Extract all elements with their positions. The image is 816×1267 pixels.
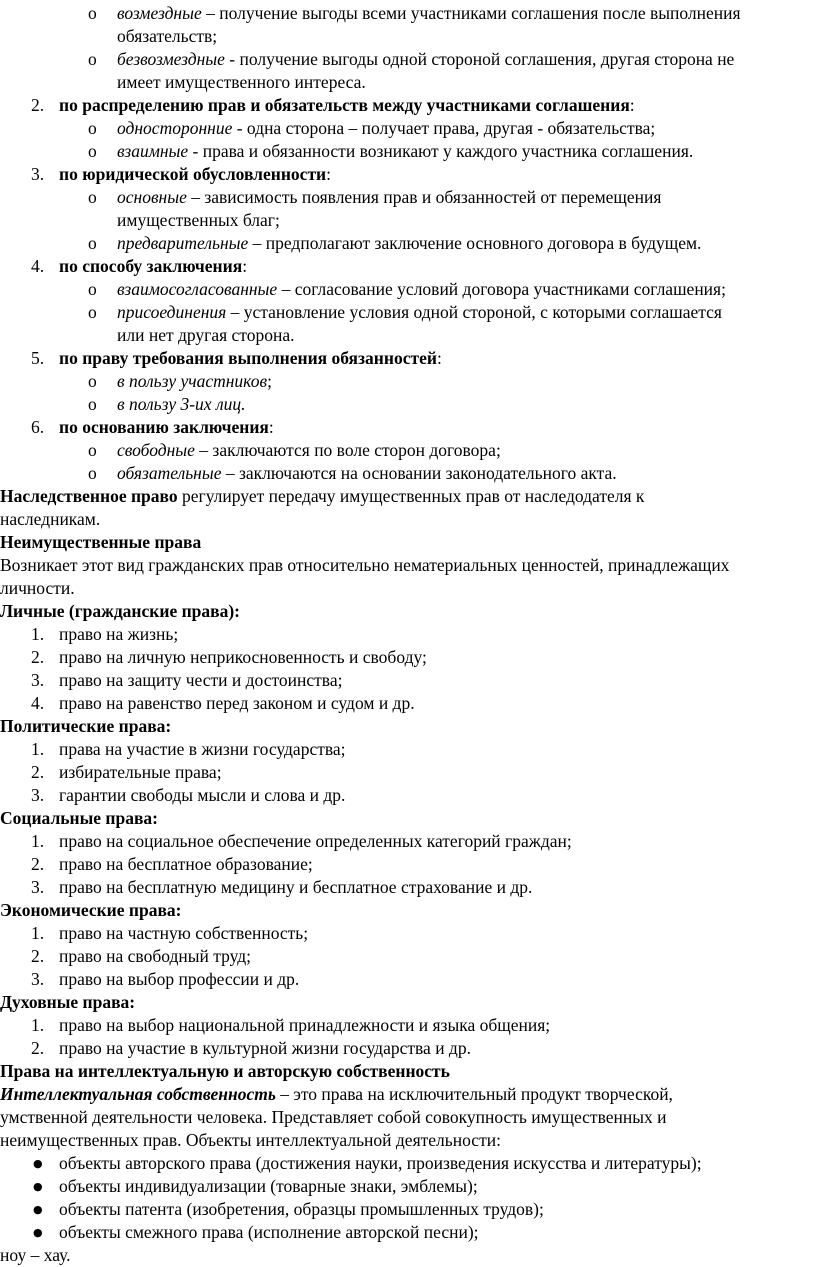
bold-term: Неимущественные права <box>0 532 202 552</box>
text-segment: право на бесплатную медицину и бесплатное страхование и др. <box>59 877 533 897</box>
paragraph-line <box>0 577 816 600</box>
bullet-list-item <box>0 1221 816 1244</box>
text-segment: - получение выгоды одной стороной соглашения, другая сторона не <box>224 49 735 69</box>
italic-term: основные <box>117 187 187 207</box>
bold-term: Права на интеллектуальную и авторскую собственность <box>0 1061 450 1081</box>
text-segment: регулирует передачу имущественных прав от наследодателя к <box>177 486 645 506</box>
text-segment: обязательств; <box>117 26 218 46</box>
paragraph-line <box>0 715 816 738</box>
numbered-list-item <box>0 416 816 439</box>
text-segment: – получение выгоды всеми участниками соглашения после выполнения <box>201 3 741 23</box>
text-segment: или нет другая сторона. <box>117 325 295 345</box>
numbered-list-item <box>0 945 816 968</box>
sub-list-item <box>0 232 816 255</box>
paragraph-line <box>0 1129 816 1152</box>
line-text <box>0 830 816 853</box>
circle-bullet-marker: o <box>88 463 97 483</box>
text-segment: неимущественных прав. Объекты интеллектуальной деятельности: <box>0 1130 501 1150</box>
numbered-list-item <box>0 255 816 278</box>
circle-bullet-marker: o <box>88 233 97 253</box>
line-text <box>0 1221 816 1244</box>
line-text <box>0 393 816 416</box>
sub-list-item <box>0 301 816 324</box>
bold-term: Социальные права: <box>0 808 159 828</box>
italic-term: взаимные <box>117 141 189 161</box>
line-text <box>0 761 816 784</box>
circle-bullet-marker: o <box>88 440 97 460</box>
text-segment: право на выбор национальной принадлежности и языка общения; <box>59 1015 551 1035</box>
line-text <box>0 462 816 485</box>
sub-list-item <box>0 140 816 163</box>
italic-term: предварительные <box>117 233 249 253</box>
line-text <box>0 94 816 117</box>
bold-term: по способу заключения <box>59 256 243 276</box>
line-text <box>0 577 816 600</box>
numbered-list-item <box>0 853 816 876</box>
line-text <box>0 669 816 692</box>
list-number: 6. <box>31 417 45 437</box>
line-text <box>0 439 816 462</box>
continuation-line <box>0 324 816 347</box>
text-segment: право на свободный труд; <box>59 946 252 966</box>
text-segment: избирательные права; <box>59 762 222 782</box>
sub-list-item <box>0 2 816 25</box>
text-segment: право на личную неприкосновенность и свободу; <box>59 647 427 667</box>
line-text <box>0 117 816 140</box>
sub-list-item <box>0 278 816 301</box>
line-text <box>0 508 816 531</box>
paragraph-line <box>0 1244 816 1267</box>
line-text <box>0 738 816 761</box>
text-segment: : <box>436 348 442 368</box>
line-text <box>0 692 816 715</box>
bold-term: Политические права: <box>0 716 172 736</box>
sub-list-item <box>0 462 816 485</box>
text-segment: Возникает этот вид гражданских прав относительно нематериальных ценностей, принадлежащих <box>0 555 730 575</box>
line-text <box>0 646 816 669</box>
paragraph-line <box>0 991 816 1014</box>
list-number: 4. <box>31 256 45 276</box>
italic-term: в пользу участников <box>117 371 268 391</box>
paragraph-line <box>0 508 816 531</box>
text-segment: : <box>242 256 248 276</box>
bullet-list-item <box>0 1198 816 1221</box>
text-segment: право на защиту чести и достоинства; <box>59 670 343 690</box>
line-text <box>0 1152 816 1175</box>
text-segment: объекты авторского права (достижения науки, произведения искусства и литературы); <box>59 1153 702 1173</box>
paragraph-line <box>0 600 816 623</box>
bold-term: Наследственное право <box>0 486 178 506</box>
circle-bullet-marker: o <box>88 371 97 391</box>
numbered-list-item <box>0 692 816 715</box>
line-text <box>0 715 816 738</box>
list-number: 2. <box>31 854 45 874</box>
line-text <box>0 807 816 830</box>
sub-list-item <box>0 393 816 416</box>
line-text <box>0 899 816 922</box>
line-text <box>0 278 816 301</box>
line-text <box>0 209 816 232</box>
continuation-line <box>0 209 816 232</box>
text-segment: – заключаются на основании законодательного акта. <box>221 463 617 483</box>
line-text <box>0 25 816 48</box>
text-segment: объекты патента (изобретения, образцы промышленных трудов); <box>59 1199 544 1219</box>
line-text <box>0 1014 816 1037</box>
line-text <box>0 71 816 94</box>
numbered-list-item <box>0 669 816 692</box>
line-text <box>0 968 816 991</box>
line-text <box>0 1198 816 1221</box>
italic-term: в пользу 3-их лиц. <box>117 394 246 414</box>
line-text <box>0 140 816 163</box>
bold-term: Интеллектуальная собственность <box>0 1084 276 1104</box>
line-text <box>0 163 816 186</box>
list-number: 3. <box>31 969 45 989</box>
sub-list-item <box>0 48 816 71</box>
list-number: 4. <box>31 693 45 713</box>
line-text <box>0 416 816 439</box>
line-text <box>0 186 816 209</box>
text-segment: – заключаются по воле сторон договора; <box>194 440 501 460</box>
bold-term: Личные (гражданские права): <box>0 601 241 621</box>
text-segment: право на частную собственность; <box>59 923 309 943</box>
numbered-list-item <box>0 922 816 945</box>
paragraph-line <box>0 807 816 830</box>
text-segment: объекты индивидуализации (товарные знаки, эмблемы); <box>59 1176 478 1196</box>
numbered-list-item <box>0 1014 816 1037</box>
line-text <box>0 301 816 324</box>
list-number: 3. <box>31 785 45 805</box>
circle-bullet-marker: o <box>88 49 97 69</box>
text-segment: : <box>326 164 331 184</box>
text-segment: – это права на исключительный продукт творческой, <box>275 1084 673 1104</box>
paragraph-line <box>0 899 816 922</box>
text-segment: право на выбор профессии и др. <box>59 969 300 989</box>
numbered-list-item <box>0 347 816 370</box>
italic-term: односторонние <box>117 118 233 138</box>
text-segment: права на участие в жизни государства; <box>59 739 346 759</box>
list-number: 1. <box>31 923 45 943</box>
paragraph-line <box>0 1083 816 1106</box>
bold-term: Духовные права: <box>0 992 136 1012</box>
list-number: 1. <box>31 1015 45 1035</box>
text-segment: право на жизнь; <box>59 624 179 644</box>
text-segment: ; <box>267 371 272 391</box>
text-segment: право на социальное обеспечение определенных категорий граждан; <box>59 831 572 851</box>
paragraph-line <box>0 531 816 554</box>
text-segment: имущественных благ; <box>117 210 280 230</box>
line-text <box>0 485 816 508</box>
list-number: 2. <box>31 1038 45 1058</box>
line-text <box>0 232 816 255</box>
list-number: 3. <box>31 164 45 184</box>
text-segment: гарантии свободы мысли и слова и др. <box>59 785 346 805</box>
text-segment: право на равенство перед законом и судом и др. <box>59 693 415 713</box>
paragraph-line <box>0 1106 816 1129</box>
sub-list-item <box>0 370 816 393</box>
numbered-list-item <box>0 738 816 761</box>
paragraph-line <box>0 554 816 577</box>
line-text <box>0 1106 816 1129</box>
list-number: 2. <box>31 946 45 966</box>
list-number: 2. <box>31 762 45 782</box>
numbered-list-item <box>0 623 816 646</box>
bullet-icon: ● <box>33 1226 43 1239</box>
text-segment: - одна сторона – получает права, другая - обязательства; <box>232 118 656 138</box>
line-text <box>0 324 816 347</box>
line-text <box>0 784 816 807</box>
line-text <box>0 922 816 945</box>
text-segment: : <box>268 417 274 437</box>
text-segment: ноу – хау. <box>0 1245 71 1265</box>
numbered-list-item <box>0 761 816 784</box>
italic-term: свободные <box>117 440 195 460</box>
line-text <box>0 347 816 370</box>
line-text <box>0 876 816 899</box>
line-text <box>0 48 816 71</box>
bullet-list-item <box>0 1152 816 1175</box>
paragraph-line <box>0 1060 816 1083</box>
italic-term: обязательные <box>117 463 222 483</box>
circle-bullet-marker: o <box>88 279 97 299</box>
text-segment: право на участие в культурной жизни государства и др. <box>59 1038 471 1058</box>
list-number: 3. <box>31 670 45 690</box>
text-segment: - права и обязанности возникают у каждого участника соглашения. <box>188 141 694 161</box>
italic-term: присоединения <box>117 302 227 322</box>
numbered-list-item <box>0 646 816 669</box>
circle-bullet-marker: o <box>88 394 97 414</box>
list-number: 1. <box>31 831 45 851</box>
numbered-list-item <box>0 968 816 991</box>
bold-term: по юридической обусловленности <box>59 164 327 184</box>
sub-list-item <box>0 186 816 209</box>
numbered-list-item <box>0 94 816 117</box>
text-segment: – согласование условий договора участниками соглашения; <box>277 279 726 299</box>
line-text <box>0 600 816 623</box>
line-text <box>0 991 816 1014</box>
line-text <box>0 554 816 577</box>
circle-bullet-marker: o <box>88 187 97 207</box>
continuation-line <box>0 25 816 48</box>
line-text <box>0 255 816 278</box>
list-number: 1. <box>31 624 45 644</box>
text-segment: : <box>629 95 635 115</box>
line-text <box>0 370 816 393</box>
sub-list-item <box>0 117 816 140</box>
italic-term: взаимосогласованные <box>117 279 278 299</box>
text-segment: имеет имущественного интереса. <box>117 72 366 92</box>
line-text <box>0 1083 816 1106</box>
list-number: 1. <box>31 739 45 759</box>
line-text <box>0 531 816 554</box>
numbered-list-item <box>0 830 816 853</box>
line-text <box>0 1129 816 1152</box>
text-segment: – предполагают заключение основного договора в будущем. <box>248 233 702 253</box>
bullet-icon: ● <box>33 1180 43 1193</box>
bold-term: по основанию заключения <box>59 417 269 437</box>
line-text <box>0 2 816 25</box>
text-segment: объекты смежного права (исполнение авторской песни); <box>59 1222 479 1242</box>
bullet-icon: ● <box>33 1203 43 1216</box>
numbered-list-item <box>0 876 816 899</box>
text-segment: умственной деятельности человека. Представляет собой совокупность имущественных и <box>0 1107 667 1127</box>
bold-term: по праву требования выполнения обязанностей <box>59 348 437 368</box>
line-text <box>0 1037 816 1060</box>
list-number: 3. <box>31 877 45 897</box>
bold-term: Экономические права: <box>0 900 182 920</box>
sub-list-item <box>0 439 816 462</box>
numbered-list-item <box>0 163 816 186</box>
circle-bullet-marker: o <box>88 3 97 23</box>
list-number: 2. <box>31 95 45 115</box>
text-segment: – установление условия одной стороной, с которыми соглашается <box>226 302 722 322</box>
line-text <box>0 1244 816 1267</box>
list-number: 2. <box>31 647 45 667</box>
text-segment: личности. <box>0 578 75 598</box>
text-segment: право на бесплатное образование; <box>59 854 313 874</box>
numbered-list-item <box>0 1037 816 1060</box>
list-number: 5. <box>31 348 45 368</box>
bullet-icon: ● <box>33 1157 43 1170</box>
circle-bullet-marker: o <box>88 302 97 322</box>
line-text <box>0 1060 816 1083</box>
line-text <box>0 623 816 646</box>
bold-term: по распределению прав и обязательств между участниками соглашения <box>59 95 630 115</box>
text-segment: наследникам. <box>0 509 101 529</box>
line-text <box>0 945 816 968</box>
italic-term: возмездные <box>117 3 202 23</box>
line-text <box>0 1175 816 1198</box>
bullet-list-item <box>0 1175 816 1198</box>
line-text <box>0 853 816 876</box>
text-segment: – зависимость появления прав и обязанностей от перемещения <box>186 187 662 207</box>
numbered-list-item <box>0 784 816 807</box>
circle-bullet-marker: o <box>88 118 97 138</box>
continuation-line <box>0 71 816 94</box>
circle-bullet-marker: o <box>88 141 97 161</box>
italic-term: безвозмездные <box>117 49 225 69</box>
paragraph-line <box>0 485 816 508</box>
